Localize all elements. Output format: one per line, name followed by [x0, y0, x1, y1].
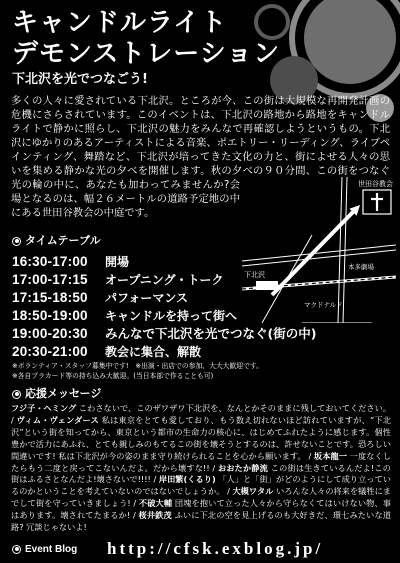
timetable-event: みんなで下北沢を光でつなぐ(街の中)	[105, 326, 317, 341]
message-author: 桜井鉄茂	[138, 510, 172, 521]
message-author: 岸田繁(くるり)	[158, 474, 216, 485]
timetable-time: 19:00-20:30	[12, 325, 88, 341]
message-author: 坂本龍一	[313, 450, 348, 461]
message-separator: /	[132, 510, 136, 521]
message-separator: /	[212, 462, 216, 473]
message-author: ヴィム・ヴェンダース	[16, 414, 99, 425]
message-separator: /	[308, 450, 312, 461]
intro-text: 多くの人々に愛されている下北沢。ところが今、この街は大規模な再開発計画の危機にさらされています。このイベントは、下北沢の路地から路地をキャンドルライトで静かに照らし、下北沢の魅力をみんなで再確認しようというもの。下北沢にゆかりのあるアーティストによる音楽、ポエトリー・リーディング、ライブペインティング、舞踏など、下北沢が培ってきた文化の力と、街によせる人々の思いを集める静かな光の夕べを開催します。秋の夕べの９０分間、この街をつなぐ光の輪の中に、あなたも加わってみませんか?会場となるのは、幅２６メートルの道路予定地の中にある世田谷教会の中庭です。	[11, 95, 390, 219]
message-body: こわさないで、このザワザワ下北沢を、なんとかそのままに残しておいてください。	[78, 403, 391, 413]
timetable-time: 18:50-19:00	[12, 307, 88, 323]
message-author: フジ子・ヘミング	[11, 403, 77, 413]
title-line-2: デモンストレーション	[12, 39, 281, 69]
message-separator: /	[11, 414, 14, 425]
messages-heading	[12, 387, 101, 401]
map-label-restaurant: マクドナルド	[304, 301, 343, 309]
message-body: ふいに下北の空を見上げるのも大好きだ、環七みたいな道路? 冗談じゃないよ!	[11, 510, 391, 533]
double-circle-icon	[12, 545, 21, 554]
message-body: この街は生きているんだよ!この街はふるさとなんだよ!壊さないで!!!!	[11, 462, 391, 485]
decor-circle-large	[304, 0, 396, 84]
message-body: 一度なくしたらもう二度と戻ってこないんだよ。だから壊すな!!	[11, 450, 391, 473]
timetable-row	[12, 270, 392, 288]
message-author: 不破大輔	[138, 498, 173, 509]
message-body: 「人」と「街」がどのようにして成り立っているのかということを考えていないのではないでしょうか。	[11, 474, 391, 497]
timetable-heading	[12, 234, 101, 248]
message-body: いろんな人々の将来を犠牲にまでして街を守っていきましょう!	[11, 486, 391, 509]
timetable-event: パフォーマンス	[105, 290, 189, 305]
timetable-heading-label: タイムテーブル	[25, 234, 101, 247]
timetable-row	[12, 324, 392, 342]
event-blog-label: Event Blog	[25, 543, 78, 555]
support-messages	[11, 403, 391, 534]
message-author: 大槻ワタル	[232, 486, 274, 497]
map-label-theater: 本多劇場	[348, 263, 374, 271]
timetable-note: ※ボランティア・スタッフ募集中です! ※出演・出店での参加、大大大歓迎です。	[12, 362, 263, 370]
message-author: おおたか静流	[217, 462, 269, 473]
timetable-row	[12, 252, 392, 270]
timetable-time: 16:30-17:00	[12, 253, 88, 269]
message-separator: /	[133, 498, 137, 509]
timetable-event: キャンドルを持って街へ	[105, 308, 238, 323]
footer	[12, 539, 392, 559]
timetable-row	[12, 342, 392, 360]
timetable-event: 開場	[105, 254, 130, 269]
map-label-church: 世田谷教会	[358, 180, 393, 188]
message-body: 団塊を抱いて立った人々から守らなくてはいけない物、事はあります。壊されてたまるか!	[11, 498, 391, 521]
timetable-time: 20:30-21:00	[12, 343, 88, 359]
message-body: 私は東京をとても愛しており、もう数え切れないほど訪れていますが、“下北沢”という街を知ってから、東京という都市の生命力の核心に、はじめてふれたように感じます。個性豊かで活力にあふれ、とても親しみのもてるこの街を壊そうとするのは、許せないことです。恐ろしい間違いです! 私は下北沢が今の姿のまま守り続けられることを心から願います。	[11, 414, 392, 461]
timetable-note: ※各自プラカード等の持ち込み大歓迎。(当日本部で作ることも可)	[12, 372, 214, 380]
timetable-time: 17:15-18:50	[12, 289, 88, 305]
timetable-time: 17:00-17:15	[12, 271, 88, 287]
event-title	[12, 8, 280, 70]
timetable	[12, 252, 392, 360]
timetable-row	[12, 306, 392, 324]
message-separator: /	[153, 474, 157, 485]
timetable-event: オープニング・トーク	[105, 272, 224, 287]
timetable-row	[12, 288, 392, 306]
double-circle-icon	[12, 390, 21, 399]
timetable-event: 教会に集合、解散	[105, 344, 202, 359]
event-subtitle: 下北沢を光でつなごう!	[12, 72, 148, 87]
double-circle-icon	[12, 237, 21, 246]
map-label-station: 下北沢	[244, 271, 265, 279]
timetable-notes	[12, 361, 392, 381]
messages-heading-label: 応援メッセージ	[25, 387, 102, 400]
message-separator: /	[227, 486, 230, 497]
event-blog-url[interactable]: http://cfsk.exblog.jp/	[107, 539, 324, 558]
title-line-1: キャンドルライト	[12, 8, 228, 38]
